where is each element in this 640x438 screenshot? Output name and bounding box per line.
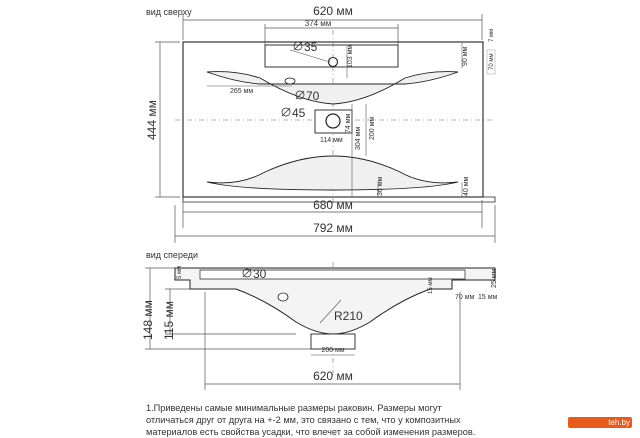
watermark-badge: teh.by: [568, 417, 632, 428]
front-rim: [200, 270, 465, 279]
dim-15-front: 15 мм: [478, 294, 498, 301]
dim-792: 792 мм: [313, 221, 353, 235]
note-line-3: материалов есть свойства усадки, что влечет за собой изменения размеров.: [146, 427, 476, 437]
bowl-rim-front: [207, 156, 458, 190]
dim-200-front: 200 мм: [321, 347, 345, 354]
dim-d70: 70: [306, 89, 320, 103]
front-view-label: вид спереди: [146, 250, 199, 260]
dim-620-front: 620 мм: [313, 369, 353, 383]
dim-7: 7 мм: [489, 28, 495, 42]
dim-40: 40 мм: [463, 176, 470, 196]
front-overflow-hole: [278, 293, 288, 301]
dim-114: 114 мм: [320, 137, 343, 144]
dim-680: 680 мм: [313, 198, 353, 212]
dim-r210: R210: [334, 309, 363, 323]
dim-5: 5 мм: [177, 265, 183, 279]
top-view-label: вид сверху: [146, 7, 192, 17]
overflow-hole: [285, 78, 295, 84]
dim-25: 25 мм: [491, 268, 498, 288]
dim-444: 444 мм: [145, 100, 159, 140]
dim-d30: 30: [253, 267, 267, 281]
dim-103: 103 мм: [347, 44, 354, 68]
dim-200: 200 мм: [369, 116, 376, 140]
dim-74: 74 мм: [345, 113, 352, 133]
dim-d45: 45: [292, 106, 306, 120]
dim-15: 15 мм: [428, 277, 434, 294]
dim-d35: 35: [304, 40, 318, 54]
notes-block: [146, 402, 496, 438]
dim-36: 36 мм: [377, 176, 384, 196]
dim-70-side: 70 мм: [489, 53, 495, 70]
dim-374: 374 мм: [304, 19, 332, 28]
dim-620-top: 620 мм: [313, 4, 353, 18]
note-line-1: 1.Приведены самые минимальные размеры раковин. Размеры могут: [146, 403, 442, 413]
dim-148: 148 мм: [141, 300, 155, 340]
note-line-2: отличаться друг от друга на +-2 мм, это связано с тем, что у композитных: [146, 415, 461, 425]
dim-90: 90 мм: [462, 46, 469, 66]
dim-115: 115 мм: [162, 301, 176, 340]
drain-hole-icon: [326, 114, 340, 128]
dim-304: 304 мм: [355, 126, 362, 150]
dim-265: 265 мм: [230, 88, 254, 95]
dim-70-front: 70 мм: [455, 294, 475, 301]
